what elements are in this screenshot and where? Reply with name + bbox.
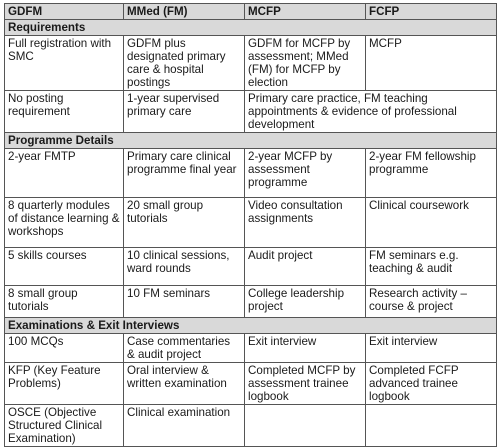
table-cell: Research activity – course & project bbox=[366, 286, 497, 318]
table-row bbox=[5, 248, 497, 286]
comparison-table bbox=[4, 3, 497, 447]
table-cell: GDFM plus designated primary care & hospital postings bbox=[124, 36, 245, 91]
table-cell: 10 FM seminars bbox=[124, 286, 245, 318]
table-cell: KFP (Key Feature Problems) bbox=[5, 363, 124, 405]
table-row bbox=[5, 36, 497, 91]
section-row-requirements bbox=[5, 20, 497, 36]
table-cell: OSCE (Objective Structured Clinical Examination) bbox=[5, 405, 124, 447]
section-row-exams bbox=[5, 318, 497, 334]
table-cell: 2-year FM fellowship programme bbox=[366, 149, 497, 198]
header-mcfp: MCFP bbox=[245, 4, 366, 20]
section-title: Programme Details bbox=[5, 133, 497, 149]
table-cell: 2-year FMTP bbox=[5, 149, 124, 198]
table-row bbox=[5, 91, 497, 133]
table-cell: MCFP bbox=[366, 36, 497, 91]
table-cell: Case commentaries & audit project bbox=[124, 334, 245, 363]
table-cell: Clinical examination bbox=[124, 405, 245, 447]
section-title: Examinations & Exit Interviews bbox=[5, 318, 497, 334]
table-row bbox=[5, 363, 497, 405]
header-mmed: MMed (FM) bbox=[124, 4, 245, 20]
table-cell: 8 quarterly modules of distance learning & workshops bbox=[5, 198, 124, 248]
header-gdfm: GDFM bbox=[5, 4, 124, 20]
table-cell: 20 small group tutorials bbox=[124, 198, 245, 248]
table-cell: Full registration with SMC bbox=[5, 36, 124, 91]
table-cell: 8 small group tutorials bbox=[5, 286, 124, 318]
table-cell: Primary care clinical programme final year bbox=[124, 149, 245, 198]
table-cell: 5 skills courses bbox=[5, 248, 124, 286]
table-cell: Clinical coursework bbox=[366, 198, 497, 248]
table-cell: 2-year MCFP by assessment programme bbox=[245, 149, 366, 198]
section-title: Requirements bbox=[5, 20, 497, 36]
table-cell: Exit interview bbox=[245, 334, 366, 363]
table-cell: Completed FCFP advanced trainee logbook bbox=[366, 363, 497, 405]
table-cell bbox=[245, 405, 366, 447]
table-cell: 1-year supervised primary care bbox=[124, 91, 245, 133]
table-cell: FM seminars e.g. teaching & audit bbox=[366, 248, 497, 286]
table-cell: Audit project bbox=[245, 248, 366, 286]
header-fcfp: FCFP bbox=[366, 4, 497, 20]
table-cell: 100 MCQs bbox=[5, 334, 124, 363]
table-row bbox=[5, 405, 497, 447]
table-cell: Primary care practice, FM teaching appointments & evidence of professional development bbox=[245, 91, 497, 133]
header-row bbox=[5, 4, 497, 20]
table-cell: Exit interview bbox=[366, 334, 497, 363]
table-cell: Completed MCFP by assessment trainee logbook bbox=[245, 363, 366, 405]
table-row bbox=[5, 286, 497, 318]
table-row bbox=[5, 198, 497, 248]
section-row-programme bbox=[5, 133, 497, 149]
table-cell bbox=[366, 405, 497, 447]
table-cell: GDFM for MCFP by assessment; MMed (FM) for MCFP by election bbox=[245, 36, 366, 91]
table-cell: No posting requirement bbox=[5, 91, 124, 133]
table-row bbox=[5, 334, 497, 363]
table-cell: Video consultation assignments bbox=[245, 198, 366, 248]
table-cell: 10 clinical sessions, ward rounds bbox=[124, 248, 245, 286]
table-cell: Oral interview & written examination bbox=[124, 363, 245, 405]
table-cell: College leadership project bbox=[245, 286, 366, 318]
programme-comparison bbox=[4, 3, 496, 447]
table-row bbox=[5, 149, 497, 198]
